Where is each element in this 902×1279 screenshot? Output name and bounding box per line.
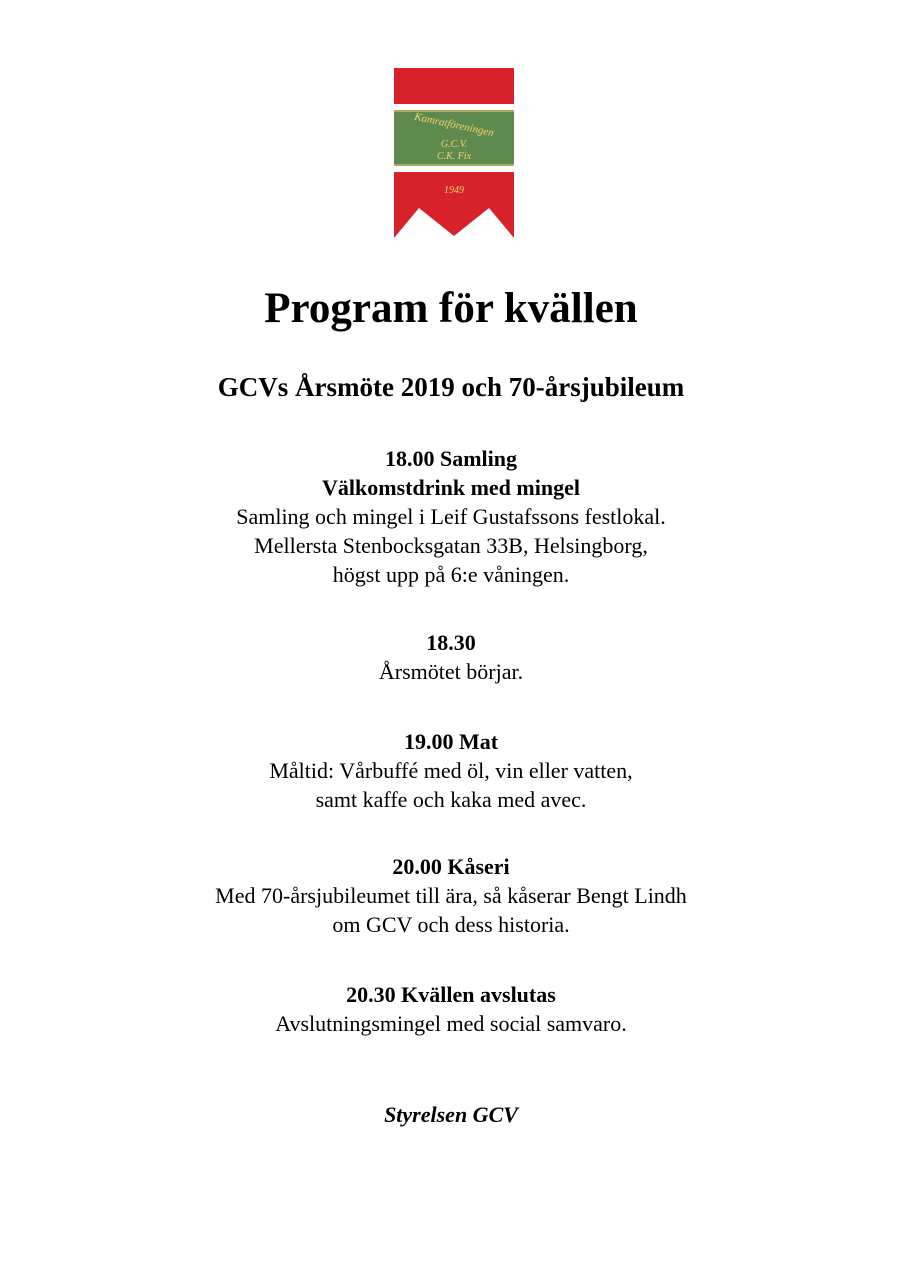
item-heading: 20.30 Kvällen avslutas [346, 982, 556, 1007]
program-item-avslutning [0, 980, 902, 1038]
item-line: Mellersta Stenbocksgatan 33B, Helsingborg, [254, 533, 648, 558]
item-line: Årsmötet börjar. [378, 659, 524, 684]
page-subtitle: GCVs Årsmöte 2019 och 70-årsjubileum [217, 372, 685, 402]
signature: Styrelsen GCV [384, 1102, 518, 1127]
pennant-line-3: C.K. Fix [436, 151, 472, 162]
item-line: Måltid: Vårbuffé med öl, vin eller vatten, [269, 758, 633, 783]
program-item-samling [0, 444, 902, 589]
item-line: Samling och mingel i Leif Gustafssons festlokal. [236, 504, 666, 529]
item-heading: 19.00 Mat [403, 729, 499, 754]
pennant-year: 1949 [444, 185, 464, 196]
club-pennant-logo [394, 68, 514, 238]
program-item-kaseri [0, 852, 902, 939]
item-line: om GCV och dess historia. [332, 912, 570, 937]
pennant-line-1: Kamratföreningen [413, 110, 495, 140]
item-heading: 18.30 [426, 630, 476, 655]
item-subheading: Välkomstdrink med mingel [322, 475, 580, 500]
item-heading: 20.00 Kåseri [392, 854, 510, 879]
item-line: Med 70-årsjubileumet till ära, så kåserar Bengt Lindh [215, 883, 687, 908]
program-item-arsmote [0, 628, 902, 686]
pennant-line-2: G.C.V. [440, 139, 468, 150]
program-item-mat [0, 727, 902, 814]
item-line: Avslutningsmingel med social samvaro. [275, 1011, 627, 1036]
item-heading: 18.00 Samling [384, 446, 518, 471]
item-line: högst upp på 6:e våningen. [332, 562, 570, 587]
page-title: Program för kvällen [264, 285, 638, 332]
item-line: samt kaffe och kaka med avec. [315, 787, 587, 812]
